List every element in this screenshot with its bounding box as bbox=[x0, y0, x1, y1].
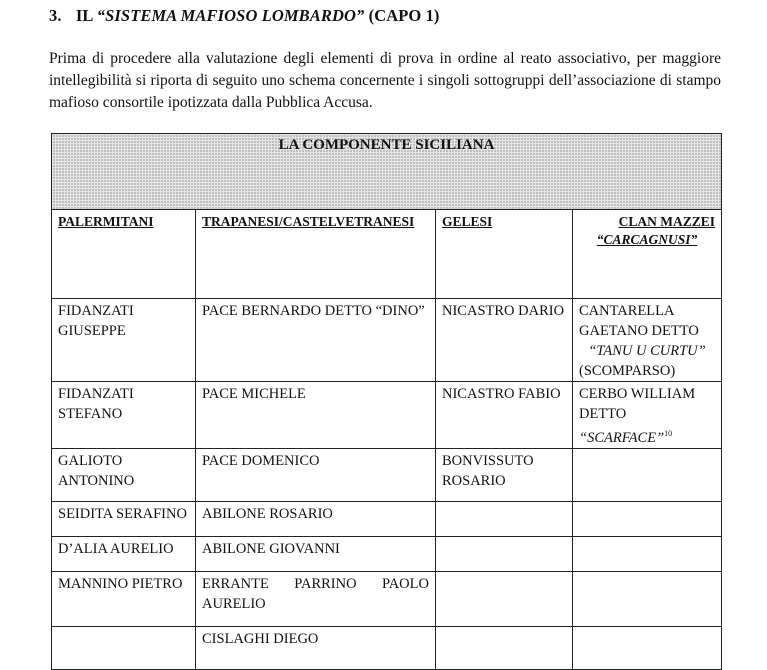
table-cell: PACE MICHELE bbox=[196, 382, 436, 449]
table-cell: PACE BERNARDO DETTO “DINO” bbox=[196, 299, 436, 382]
table-cell bbox=[436, 626, 573, 669]
table-cell: ABILONE ROSARIO bbox=[196, 501, 436, 536]
table-cell bbox=[436, 501, 573, 536]
table-cell bbox=[573, 571, 722, 626]
table-cell: FIDANZATI GIUSEPPE bbox=[52, 299, 196, 382]
table-row bbox=[52, 571, 722, 626]
section-heading bbox=[49, 6, 440, 26]
heading-suffix: (CAPO 1) bbox=[368, 6, 440, 25]
table-banner: LA COMPONENTE SICILIANA bbox=[52, 134, 722, 210]
table-cell: BONVISSUTO ROSARIO bbox=[436, 448, 573, 501]
column-header-clan: CLAN MAZZEI “CARCAGNUSI” bbox=[573, 210, 722, 299]
table-row bbox=[52, 626, 722, 669]
table-cell: ERRANTE PARRINO PAOLO AURELIO bbox=[196, 571, 436, 626]
table-cell: GALIOTO ANTONINO bbox=[52, 448, 196, 501]
heading-prefix: IL bbox=[75, 6, 93, 25]
table-cell bbox=[573, 626, 722, 669]
table-row bbox=[52, 536, 722, 571]
heading-title: “SISTEMA MAFIOSO LOMBARDO” bbox=[96, 6, 365, 25]
table-cell: NICASTRO FABIO bbox=[436, 382, 573, 449]
column-header-gelesi: GELESI bbox=[436, 210, 573, 299]
table-cell: NICASTRO DARIO bbox=[436, 299, 573, 382]
table-cell: CISLAGHI DIEGO bbox=[196, 626, 436, 669]
table-cell: CANTARELLA GAETANO DETTO “TANU U CURTU” (SCOMPARSO) bbox=[573, 299, 722, 382]
table-cell: FIDANZATI STEFANO bbox=[52, 382, 196, 449]
table-row bbox=[52, 382, 722, 449]
table-cell: ABILONE GIOVANNI bbox=[196, 536, 436, 571]
table-cell bbox=[436, 571, 573, 626]
table-row bbox=[52, 448, 722, 501]
table-cell: SEIDITA SERAFINO bbox=[52, 501, 196, 536]
section-number: 3. bbox=[49, 6, 62, 25]
table-cell bbox=[573, 501, 722, 536]
table-cell: MANNINO PIETRO bbox=[52, 571, 196, 626]
members-table bbox=[51, 133, 722, 670]
column-header-clan-sub: “CARCAGNUSI” bbox=[596, 232, 698, 247]
table-cell bbox=[573, 448, 722, 501]
column-header-palermitani: PALERMITANI bbox=[52, 210, 196, 299]
table-cell: CERBO WILLIAM DETTO “SCARFACE”$^{10}$ bbox=[573, 382, 722, 449]
intro-paragraph: Prima di procedere alla valutazione degli elementi di prova in ordine al reato associativo, per maggiore intellegibilità si riporta di seguito uno schema concernente i singoli sottogruppi dell’associazione di stampo mafioso consortile ipotizzata dalla Pubblica Accusa. bbox=[49, 50, 721, 111]
table-cell bbox=[436, 536, 573, 571]
footnote-marker: 10 bbox=[664, 429, 673, 438]
table-cell: D’ALIA AURELIO bbox=[52, 536, 196, 571]
column-header-trapanesi: TRAPANESI/CASTELVETRANESI bbox=[196, 210, 436, 299]
table-cell bbox=[52, 626, 196, 669]
table-row bbox=[52, 299, 722, 382]
table-row bbox=[52, 501, 722, 536]
table-cell bbox=[573, 536, 722, 571]
table-cell: PACE DOMENICO bbox=[196, 448, 436, 501]
